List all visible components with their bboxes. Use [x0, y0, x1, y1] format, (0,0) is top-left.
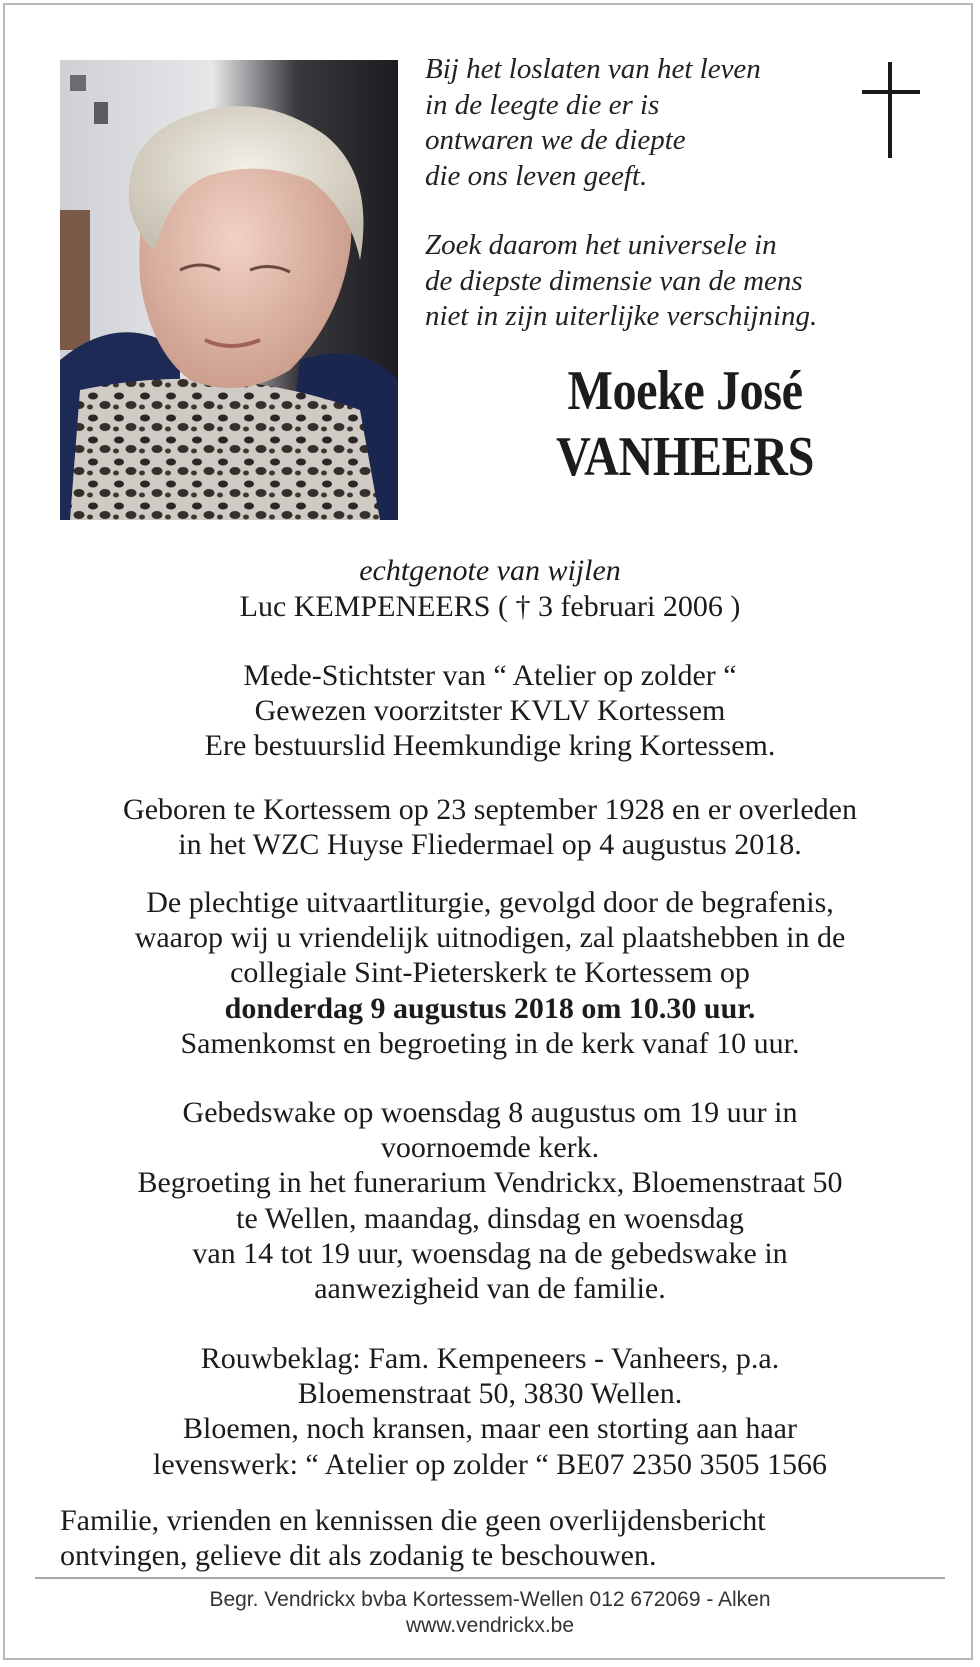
portrait-illustration: [60, 60, 398, 520]
poem-line: Zoek daarom het universele in: [425, 229, 777, 261]
poem-line: Bij het loslaten van het leven: [425, 53, 761, 85]
vigil-line: te Wellen, maandag, dinsdag en woensdag: [236, 1201, 744, 1235]
poem-line: die ons leven geeft.: [425, 159, 648, 192]
vigil-line: van 14 tot 19 uur, woensdag na de gebedswake in: [192, 1236, 788, 1270]
deceased-first-name: Moeke José: [567, 360, 803, 422]
funeral-date-time: donderdag 9 augustus 2018 om 10.30 uur.: [224, 991, 756, 1025]
vigil-line: Gebedswake op woensdag 8 augustus om 19 uur in: [182, 1096, 798, 1129]
poem-line: ontwaren we de diepte: [425, 124, 686, 156]
funeral-gathering: Samenkomst en begroeting in de kerk vanaf 10 uur.: [180, 1026, 800, 1060]
condolence-line: Rouwbeklag: Fam. Kempeneers - Vanheers, p.a.: [200, 1342, 780, 1375]
birth-death-line: in het WZC Huyse Fliedermael op 4 augustus 2018.: [178, 828, 802, 862]
poem-line: de diepste dimensie van de mens: [425, 264, 803, 297]
funeral-line: De plechtige uitvaartliturgie, gevolgd door de begrafenis,: [146, 886, 834, 919]
birth-death-line: Geboren te Kortessem op 23 september 1928 en er overleden: [123, 793, 857, 826]
spouse-intro: echtgenote van wijlen: [359, 554, 621, 587]
footer: [40, 1587, 940, 1639]
vigil-info: [40, 1095, 940, 1306]
deceased-surname: VANHEERS: [556, 426, 814, 488]
portrait-photo: [60, 60, 398, 520]
poem-stanza-2: [425, 228, 875, 335]
condolence-info: [40, 1341, 940, 1482]
role-line: Gewezen voorzitster KVLV Kortessem: [254, 694, 726, 728]
vigil-line: Begroeting in het funerarium Vendrickx, Bloemenstraat 50: [137, 1166, 843, 1200]
funeral-line: waarop wij u vriendelijk uitnodigen, zal plaatshebben in de: [134, 921, 846, 955]
cross-icon: [862, 62, 920, 158]
notice: [60, 1503, 940, 1573]
vigil-line: voornoemde kerk.: [380, 1131, 600, 1165]
poem: [425, 52, 875, 335]
condolence-line: Bloemenstraat 50, 3830 Wellen.: [297, 1377, 683, 1411]
funeral-info: [40, 885, 940, 1061]
notice-line: ontvingen, gelieve dit als zodanig te beschouwen.: [60, 1539, 657, 1573]
birth-death: [40, 792, 940, 862]
footer-divider: [35, 1577, 945, 1579]
poem-stanza-1: [425, 52, 875, 194]
spouse-name: Luc KEMPENEERS ( † 3 februari 2006 ): [239, 590, 741, 623]
condolence-line: Bloemen, noch kransen, maar een storting aan haar: [183, 1412, 797, 1446]
vigil-line: aanwezigheid van de familie.: [314, 1272, 666, 1306]
role-line: Mede-Stichtster van “ Atelier op zolder “: [243, 659, 737, 692]
funeral-line: collegiale Sint-Pieterskerk te Kortessem op: [230, 956, 750, 990]
condolence-line: levenswerk: “ Atelier op zolder “ BE07 2350 3505 1566: [152, 1447, 827, 1481]
footer-company: Begr. Vendrickx bvba Kortessem-Wellen 012 672069 - Alken: [209, 1588, 771, 1611]
footer-website[interactable]: www.vendrickx.be: [405, 1614, 575, 1637]
poem-line: in de leegte die er is: [425, 88, 660, 121]
notice-line: Familie, vrienden en kennissen die geen overlijdensbericht: [60, 1504, 766, 1537]
poem-line: niet in zijn uiterlijke verschijning.: [425, 300, 818, 332]
deceased-name: [430, 358, 940, 490]
role-line: Ere bestuurslid Heemkundige kring Kortessem.: [204, 729, 776, 763]
roles: [40, 658, 940, 764]
